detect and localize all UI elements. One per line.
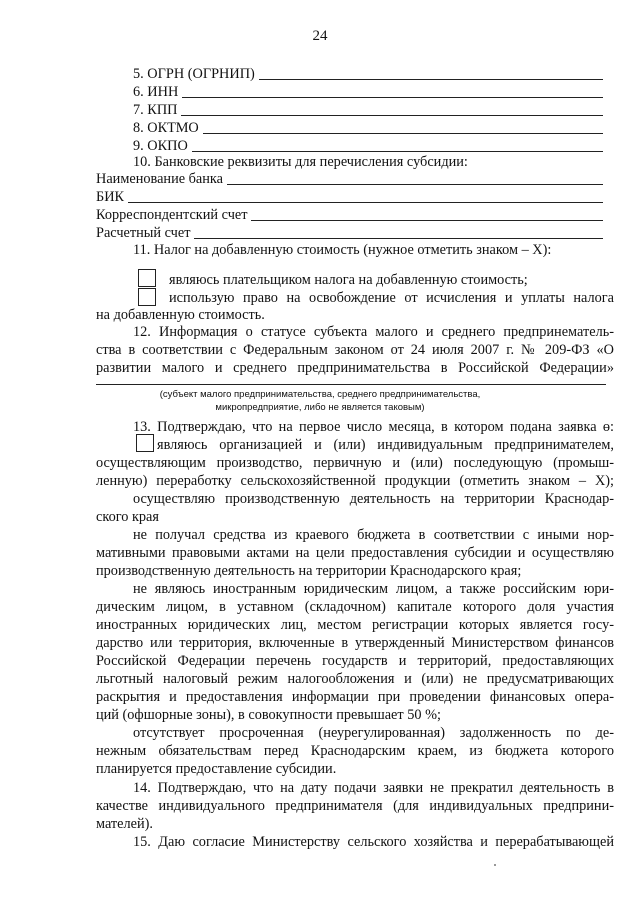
bank-name-label: Наименование банка — [96, 171, 223, 187]
inn-line — [182, 97, 603, 98]
confirm13-line-15: льготный налоговый режим налогообложения и (или) не предусматривающих — [96, 671, 614, 687]
status-line-3: развитии малого и среднего предпринимательства в Российской Федерации» — [96, 360, 614, 376]
ogrn-line — [259, 79, 603, 80]
vat-option-exempt-cont: на добавленную стоимость. — [96, 307, 265, 323]
settlement-account-field[interactable] — [96, 224, 603, 242]
kpp-field[interactable] — [133, 101, 603, 119]
confirm13-line-19: нежным обязательствам перед Краснодарским краем, из бюджета которого — [96, 743, 614, 759]
page-number: 24 — [312, 28, 328, 44]
kpp-label: 7. КПП — [133, 102, 178, 118]
vat-payer-checkbox[interactable] — [138, 269, 156, 287]
confirm13-line-8: мативными правовыми актами на цели предоставления субсидии и осуществляю — [96, 545, 614, 561]
vat-option-exempt: использую право на освобождение от исчисления и уплаты налога — [169, 290, 614, 306]
status-note-2: микропредприятие, либо не является таковым) — [215, 402, 425, 413]
confirm13-line-18: отсутствует просроченная (неурегулированная) задолженность по де- — [133, 725, 614, 741]
confirm14-line-2: качестве индивидуального предпринимателя (для индивидуальных предприни- — [96, 798, 614, 814]
confirm13-line-6: ского края — [96, 509, 159, 525]
bank-name-line — [227, 184, 603, 185]
confirm13-line-4: ленную) переработку сельскохозяйственной продукции (отметить знаком – Х); — [96, 473, 614, 489]
confirm13-line-12: иностранных юридических лиц, местом регистрации которых является госу- — [96, 617, 614, 633]
confirm13-line-11: дическим лицом, в уставном (складочном) капитале которого доля участия — [96, 599, 614, 615]
confirm13-line-3: осуществляющим производство, первичную и (или) последующую (промыш- — [96, 455, 614, 471]
confirm13-line-10: не являюсь иностранным юридическим лицом, а также российским юри- — [133, 581, 614, 597]
corr-account-label: Корреспондентский счет — [96, 207, 248, 223]
kpp-line — [181, 115, 603, 116]
status-answer-line[interactable] — [96, 384, 606, 385]
bank-name-field[interactable] — [96, 170, 603, 188]
oktmo-field[interactable] — [133, 119, 603, 137]
confirm13-line-7: не получал средства из краевого бюджета в соответствии с иными нор- — [133, 527, 614, 543]
ogrn-label: 5. ОГРН (ОГРНИП) — [133, 66, 255, 82]
bik-label: БИК — [96, 189, 125, 205]
confirm13-line-14: Российской Федерации перечень государств и территорий, предоставляющих — [96, 653, 614, 669]
status-note-1: (субъект малого предпринимательства, среднего предпринимательства, — [159, 389, 481, 400]
bik-field[interactable] — [96, 188, 603, 206]
confirm13-line-9: производственную деятельность на территории Краснодарского края; — [96, 563, 522, 579]
status-line-2: ства в соответствии с Федеральным законом от 24 июля 2007 г. № 209-ФЗ «О — [96, 342, 614, 358]
confirm13-line-17: ций (офшорные зоны), в совокупности превышает 50 %; — [96, 707, 441, 723]
inn-field[interactable] — [133, 83, 603, 101]
confirm13-line-16: раскрытия и предоставления информации при проведении финансовых опера- — [96, 689, 614, 705]
agricultural-producer-checkbox[interactable] — [136, 434, 154, 452]
confirm14-line-3: мателей). — [96, 816, 153, 832]
confirm13-line-20: планируется предоставление субсидии. — [96, 761, 337, 777]
status-line-1: 12. Информация о статусе субъекта малого и среднего предпринематель- — [133, 324, 614, 340]
confirm13-line-2: являюсь организацией и (или) индивидуальным предпринимателем, — [157, 437, 614, 453]
confirm13-line-1: 13. Подтверждаю, что на первое число месяца, в котором подана заявка ө: — [133, 419, 614, 435]
inn-label: 6. ИНН — [133, 84, 179, 100]
consent15-line-1: 15. Даю согласие Министерству сельского хозяйства и перерабатывающей — [133, 834, 614, 850]
oktmo-line — [203, 133, 603, 134]
scan-speck — [494, 864, 496, 866]
settlement-account-label: Расчетный счет — [96, 225, 191, 241]
vat-option-payer: являюсь плательщиком налога на добавленную стоимость; — [169, 272, 528, 288]
settlement-account-line — [194, 238, 603, 239]
bik-line — [128, 202, 603, 203]
ogrn-field[interactable] — [133, 65, 603, 83]
oktmo-label: 8. ОКТМО — [133, 120, 199, 136]
vat-exempt-checkbox[interactable] — [138, 288, 156, 306]
bank-heading: 10. Банковские реквизиты для перечисления субсидии: — [133, 154, 468, 170]
okpo-line — [192, 151, 603, 152]
confirm13-line-13: дарство или территория, включенные в утвержденный Министерством финансов — [96, 635, 614, 651]
corr-account-line — [251, 220, 603, 221]
vat-heading: 11. Налог на добавленную стоимость (нужное отметить знаком – Х): — [133, 242, 552, 258]
confirm13-line-5: осуществляю производственную деятельность на территории Краснодар- — [133, 491, 614, 507]
confirm14-line-1: 14. Подтверждаю, что на дату подачи заявки не прекратил деятельность в — [133, 780, 614, 796]
okpo-label: 9. ОКПО — [133, 138, 188, 154]
corr-account-field[interactable] — [96, 206, 603, 224]
